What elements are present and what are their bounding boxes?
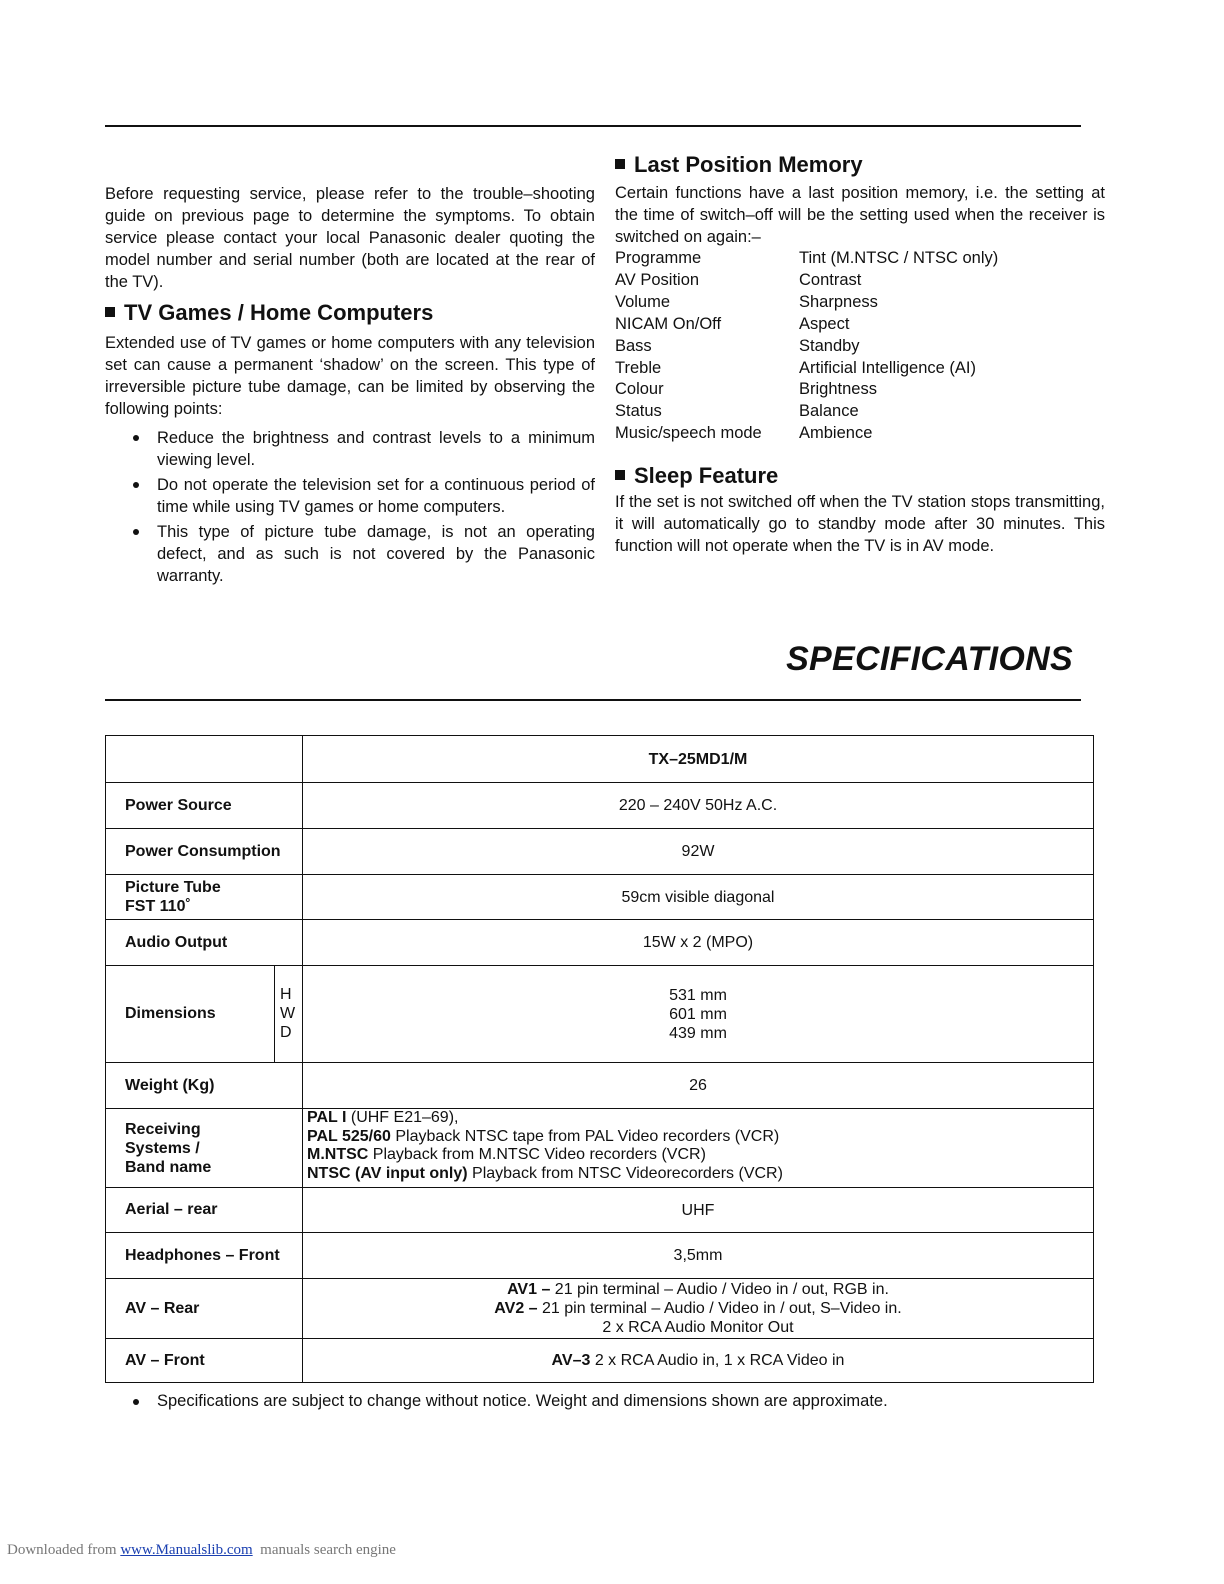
- list-item: Brightness: [799, 380, 877, 399]
- av-line: AV1 – 21 pin terminal – Audio / Video in / out, RGB in.: [507, 1281, 889, 1298]
- row-value: 15W x 2 (MPO): [303, 920, 1094, 966]
- manualslib-link[interactable]: www.Manualslib.com: [120, 1542, 253, 1558]
- memory-list-right: [799, 248, 1105, 445]
- row-label: Aerial – rear: [106, 1188, 303, 1233]
- list-item: AV Position: [615, 270, 700, 289]
- table-row: [106, 1233, 1094, 1279]
- row-value: 3,5mm: [303, 1233, 1094, 1279]
- table-row: [106, 1188, 1094, 1233]
- list-item: Programme: [615, 249, 702, 267]
- list-item: Contrast: [799, 270, 862, 289]
- av-line: 2 x RCA Audio Monitor Out: [602, 1319, 794, 1336]
- tv-games-heading: TV Games / Home Computers: [105, 299, 595, 327]
- label-line: Receiving: [125, 1120, 201, 1138]
- table-row: [106, 829, 1094, 875]
- list-item: Volume: [615, 292, 671, 311]
- table-row: [106, 920, 1094, 966]
- table-row: [106, 875, 1094, 920]
- label-line: Picture Tube: [125, 879, 221, 896]
- list-item: Sharpness: [799, 292, 878, 311]
- left-column: [105, 183, 595, 590]
- sleep-paragraph: If the set is not switched off when the TV station stops transmitting, it will automatically go to standby mode after 30 minutes. This function will not operate when the TV is in AV mode.: [615, 493, 1105, 556]
- table-row: [106, 1063, 1094, 1109]
- list-item: Status: [615, 402, 662, 421]
- dim-key: W: [280, 1005, 296, 1022]
- list-item: Artificial Intelligence (AI): [799, 358, 976, 377]
- receiving-line: NTSC (AV input only) Playback from NTSC Videorecorders (VCR): [307, 1164, 783, 1182]
- hwd-column: [274, 966, 301, 1062]
- row-label: Headphones – Front: [106, 1233, 303, 1279]
- row-label: Power Source: [106, 783, 303, 829]
- row-value: 26: [303, 1063, 1094, 1109]
- bullet-item: Do not operate the television set for a continuous period of time while using TV games or home computers.: [105, 474, 595, 518]
- row-value: 59cm visible diagonal: [303, 875, 1094, 920]
- dim-key: H: [280, 986, 292, 1003]
- table-row: [106, 783, 1094, 829]
- av-line: AV2 – 21 pin terminal – Audio / Video in / out, S–Video in.: [494, 1300, 902, 1317]
- square-bullet-icon: [105, 307, 115, 317]
- dim-value: 439 mm: [669, 1024, 727, 1042]
- row-label: Audio Output: [106, 920, 303, 966]
- row-value: [303, 1109, 1094, 1188]
- list-item: Standby: [799, 336, 860, 355]
- memory-list: [615, 248, 1105, 445]
- row-label: [106, 875, 303, 920]
- list-item: Aspect: [799, 314, 850, 333]
- specifications-table: [105, 735, 1094, 1383]
- memory-list-left: [615, 248, 799, 445]
- list-item: Tint (M.NTSC / NTSC only): [799, 249, 999, 267]
- dim-value: 601 mm: [669, 1005, 727, 1023]
- bullet-item: Reduce the brightness and contrast levels to a minimum viewing level.: [105, 427, 595, 471]
- list-item: Colour: [615, 380, 664, 399]
- row-value: 92W: [303, 829, 1094, 875]
- last-position-heading: Last Position Memory: [615, 151, 1105, 179]
- list-item: Balance: [799, 402, 859, 421]
- last-position-paragraph: Certain functions have a last position memory, i.e. the setting at the time of switch–off will be the setting used when the receiver is switched on again:–: [615, 184, 1105, 246]
- row-label: Power Consumption: [106, 829, 303, 875]
- receiving-line: M.NTSC Playback from M.NTSC Video recorders (VCR): [307, 1146, 706, 1163]
- table-row: [106, 736, 1094, 783]
- label-line: Band name: [125, 1158, 212, 1176]
- row-label: Dimensions: [125, 1005, 216, 1022]
- download-prefix: Downloaded from: [7, 1542, 121, 1558]
- list-item: NICAM On/Off: [615, 314, 722, 333]
- table-row: [106, 966, 1094, 1063]
- specifications-title: SPECIFICATIONS: [786, 640, 1073, 678]
- specifications-footnote: Specifications are subject to change without notice. Weight and dimensions shown are approximate.: [105, 1392, 888, 1411]
- receiving-line: PAL 525/60 Playback NTSC tape from PAL Video recorders (VCR): [307, 1127, 780, 1145]
- row-label: AV – Rear: [106, 1279, 303, 1339]
- row-label: Weight (Kg): [106, 1063, 303, 1109]
- table-corner-cell: [106, 736, 303, 783]
- row-value: 220 – 240V 50Hz A.C.: [303, 783, 1094, 829]
- label-line: Systems /: [125, 1139, 200, 1157]
- bullet-item: This type of picture tube damage, is not an operating defect, and as such is not covered by the Panasonic warranty.: [105, 521, 595, 587]
- dim-key: D: [280, 1024, 292, 1041]
- right-column: [615, 151, 1105, 557]
- label-line: FST 110˚: [125, 898, 191, 915]
- model-header: TX–25MD1/M: [303, 736, 1094, 783]
- row-value: AV–3 2 x RCA Audio in, 1 x RCA Video in: [303, 1339, 1094, 1383]
- row-value: [303, 1279, 1094, 1339]
- sleep-heading: Sleep Feature: [615, 462, 1105, 490]
- dim-value: 531 mm: [669, 986, 727, 1004]
- square-bullet-icon: [615, 470, 625, 480]
- table-row: [106, 1339, 1094, 1383]
- service-paragraph: Before requesting service, please refer to the trouble–shooting guide on previous page to determine the symptoms. To obtain service please contact your local Panasonic dealer quoting the model number and serial number (both are located at the rear of the TV).: [105, 185, 595, 291]
- list-item: Music/speech mode: [615, 424, 762, 443]
- row-label: [106, 1109, 303, 1188]
- row-label: AV – Front: [106, 1339, 303, 1383]
- row-value: UHF: [303, 1188, 1094, 1233]
- list-item: Ambience: [799, 424, 873, 443]
- download-footer: [7, 1542, 396, 1559]
- dimensions-label-cell: [106, 966, 303, 1063]
- download-suffix: manuals search engine: [252, 1542, 396, 1558]
- list-item: Bass: [615, 336, 652, 355]
- receiving-line: PAL I (UHF E21–69),: [307, 1109, 459, 1126]
- list-item: Treble: [615, 358, 662, 377]
- table-row: [106, 1279, 1094, 1339]
- tv-games-paragraph: Extended use of TV games or home computers with any television set can cause a permanent ‘shadow’ on the screen. This type of irreversible picture tube damage, can be limited by observing the following points:: [105, 334, 595, 418]
- table-row: [106, 1109, 1094, 1188]
- top-rule: [105, 125, 1081, 127]
- tv-games-bullets: [105, 427, 595, 587]
- specifications-rule: [105, 699, 1081, 701]
- square-bullet-icon: [615, 159, 625, 169]
- row-value: [303, 966, 1094, 1063]
